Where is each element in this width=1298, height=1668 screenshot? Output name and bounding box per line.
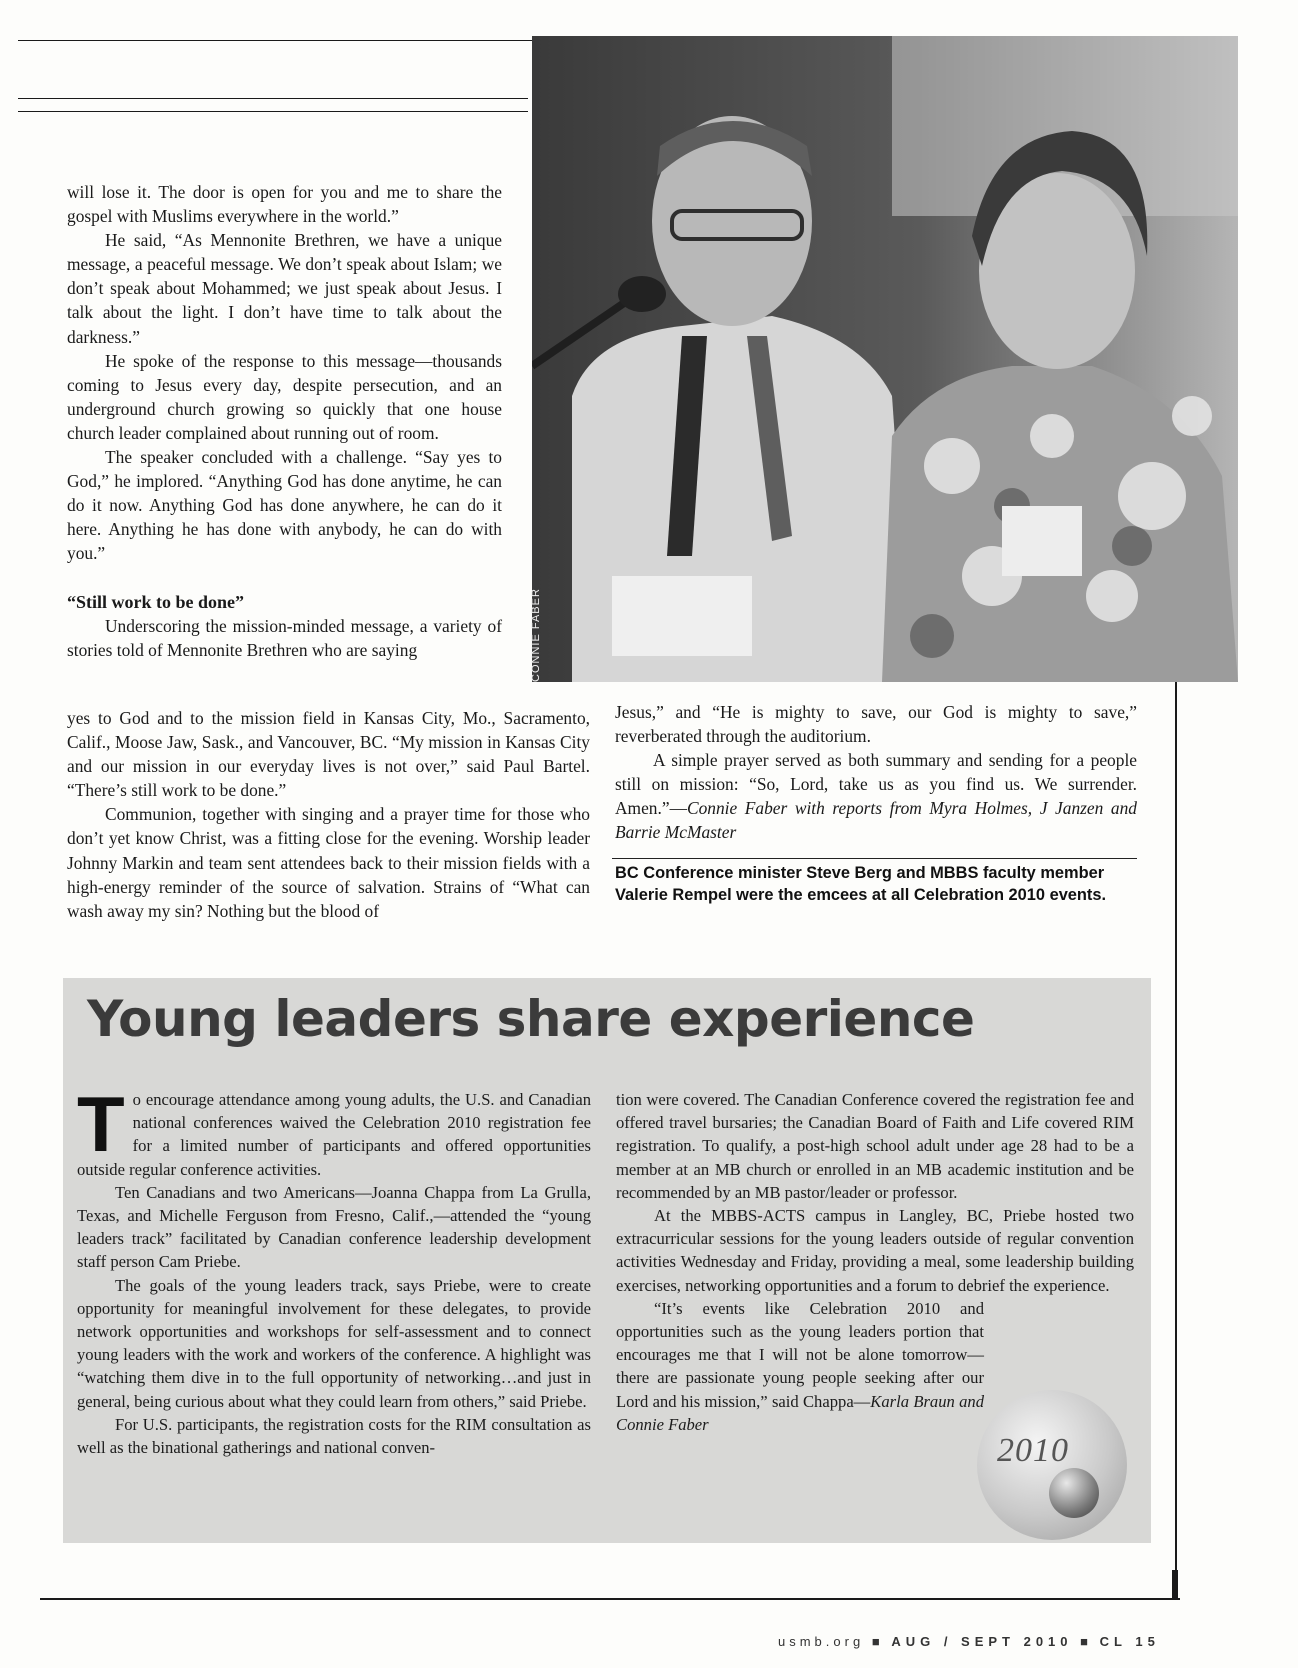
sidebar-paragraph: The goals of the young leaders track, says Priebe, were to create opportunity for meaningful involvement for these delegates, to provide network opportunities and workshops for self-assessment and to connect young leaders with the work and workers of the conference. A highlight was “watching them dive in to the full opportunity of networking…and just in general, being curious about what they could learn from others,” said Priebe.: [77, 1275, 591, 1411]
sidebar-paragraph: At the MBBS-ACTS campus in Langley, BC, Priebe hosted two extracurricular sessions for the young leaders outside of regular convention activities Wednesday and Friday, providing a meal, some leadership building exercises, networking opportunities and a forum to debrief the experience.: [616, 1206, 1134, 1295]
column-rule-top: [18, 98, 528, 99]
sidebar-paragraph: For U.S. participants, the registration costs for the RIM consultation as well as the binational gatherings and national conven-: [77, 1414, 591, 1458]
article-paragraph: will lose it. The door is open for you and me to share the gospel with Muslims everywhere in the world.”: [67, 182, 502, 227]
photo-credit: CONNIE FABER: [530, 588, 542, 682]
footer-separator-icon: ■: [1080, 1634, 1093, 1649]
page-footer: [778, 1634, 1160, 1649]
sidebar-column-2: [616, 1088, 1134, 1436]
caption-rule: [612, 858, 1137, 859]
column-rule-bottom: [18, 111, 528, 112]
footer-page: CL 15: [1099, 1634, 1160, 1649]
article-paragraph: Jesus,” and “He is mighty to save, our God is mighty to save,” reverberated through the auditorium.: [615, 702, 1137, 747]
article-paragraph: yes to God and to the mission field in Kansas City, Mo., Sacramento, Calif., Moose Jaw, Sask., and Vancouver, BC. “My mission in Kansas City and our mission in our everyday lives is not over,” said Paul Bartel. “There’s still work to be done.”: [67, 708, 590, 801]
footer-site: usmb.org: [778, 1634, 865, 1649]
emcees-photo: [532, 36, 1238, 682]
article-paragraph: He said, “As Mennonite Brethren, we have a unique message, a peaceful message. We don’t speak about Islam; we don’t speak about Mohammed; we just speak about Jesus. I talk about the light. I don’t have time to talk about the darkness.”: [67, 230, 502, 347]
sidebar-title: Young leaders share experience: [87, 990, 975, 1048]
article-paragraph: Communion, together with singing and a prayer time for those who don’t yet know Christ, was a fitting close for the evening. Worship leader Johnny Markin and team sent attendees back to their mission fields with a high-energy reminder of the source of salvation. Strains of “What can wash away my sin? Nothing but the blood of: [67, 804, 590, 921]
article-paragraph: Underscoring the mission-minded message, a variety of stories told of Mennonite Brethren who are saying: [67, 615, 502, 660]
photo-caption: BC Conference minister Steve Berg and MBBS faculty member Valerie Rempel were the emcees at all Celebration 2010 events.: [615, 864, 1107, 904]
frame-right-line: [1175, 682, 1177, 1592]
article-byline: Connie Faber with reports from Myra Holmes, J Janzen and Barrie McMaster: [615, 798, 1137, 843]
sidebar-column-1: [77, 1080, 591, 1459]
footer-separator-icon: ■: [871, 1634, 884, 1649]
article-paragraph: The speaker concluded with a challenge. “Say yes to God,” he implored. “Anything God has done anytime, he can do it now. Anything God has done anywhere, he can do it here. Anything he has done with anybody, he can do with you.”: [67, 447, 502, 564]
article-column-1-lower: [67, 706, 590, 923]
article-column-2: [615, 700, 1137, 845]
article-paragraph: [615, 748, 1137, 844]
footer-issue: AUG / SEPT 2010: [891, 1634, 1073, 1649]
sidebar-paragraph-text: “It’s events like Celebration 2010 and opportunities such as the young leaders portion that encourages me that I will not be alone tomorrow—there are passionate young people seeking after our Lord and his mission,” said Chappa—: [616, 1298, 984, 1411]
sidebar-byline: Karla Braun and Connie Faber: [616, 1391, 984, 1434]
article-paragraph: He spoke of the response to this message—thousands coming to Jesus every day, despite persecution, and an underground church growing so quickly that one house church leader complained about running out of room.: [67, 350, 502, 443]
article-paragraph-text: A simple prayer served as both summary and sending for a people still on mission: “So, Lord, take us as you find us. We surrender. Amen.”—: [615, 750, 1137, 819]
bottom-rule: [40, 1598, 1180, 1600]
badge-text: 2010: [997, 1432, 1069, 1469]
sidebar-paragraph: Ten Canadians and two Americans—Joanna Chappa from La Grulla, Texas, and Michelle Ferguson from Fresno, Calif.,—attended the “young leaders track” facilitated by Canadian conference leadership development staff person Cam Priebe.: [77, 1182, 591, 1272]
sidebar-paragraph: tion were covered. The Canadian Conference covered the registration fee and offered travel bursaries; the Canadian Board of Faith and Life covered RIM registration. To qualify, a post-high school adult under age 28 had to be a member at an MB church or enrolled in an MB academic institution and be recommended by an MB pastor/leader or professor.: [616, 1090, 1134, 1202]
sidebar-paragraph-text: o encourage attendance among young adults, the U.S. and Canadian national conferences waived the Celebration 2010 registration fee for a limited number of participants and offered opportunities outside regular conference activities.: [77, 1090, 591, 1179]
sidebar-paragraph: [77, 1080, 591, 1181]
sidebar-dropcap: T: [77, 1080, 125, 1168]
photo-illustration: [532, 36, 1238, 682]
badge-sphere-icon: [1049, 1468, 1099, 1518]
article-column-1: [67, 180, 502, 662]
article-subhead: “Still work to be done”: [67, 591, 245, 612]
frame-right-line-thick: [1172, 1570, 1178, 1600]
celebration-2010-badge: [977, 1390, 1127, 1540]
